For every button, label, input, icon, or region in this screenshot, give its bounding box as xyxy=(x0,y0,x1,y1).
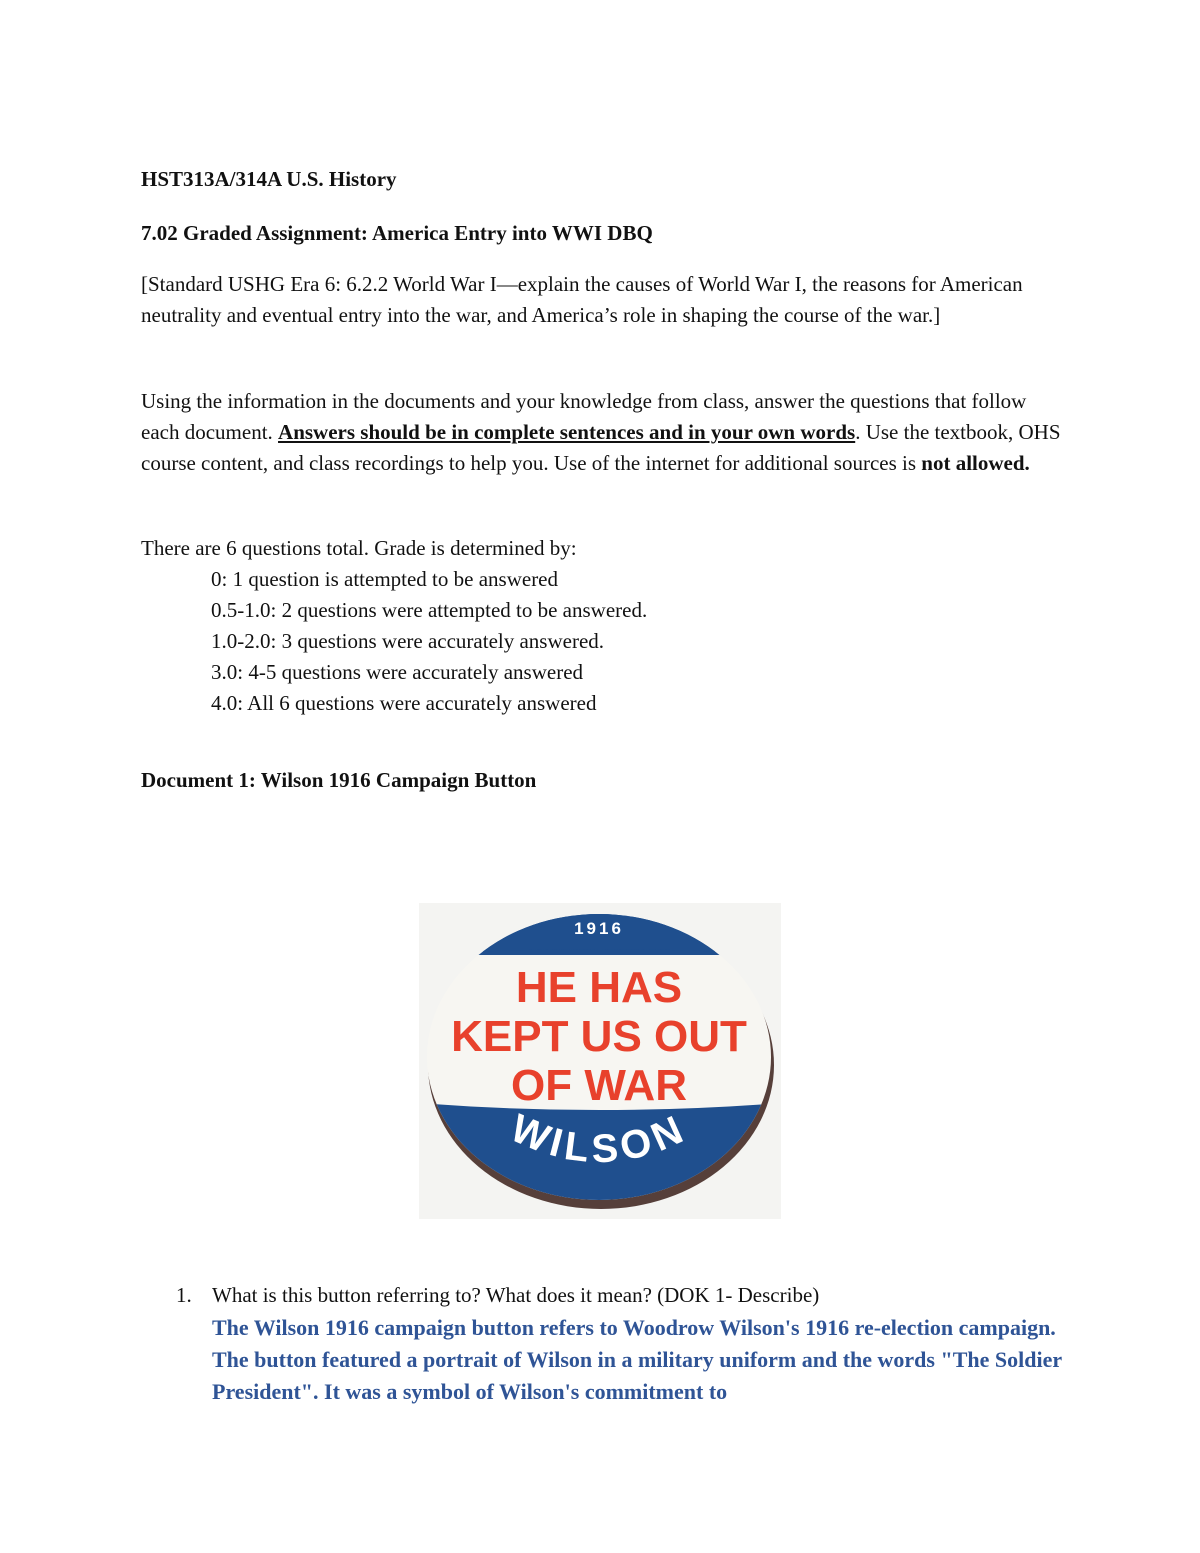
question-answer: The Wilson 1916 campaign button refers to Woodrow Wilson's 1916 re-election campaign. The button featured a portrait of Wilson in a military uniform and the words "The Soldier President". It was a symbol of Wilson's commitment to xyxy=(212,1315,1062,1404)
standard-paragraph: [Standard USHG Era 6: 6.2.2 World War I—explain the causes of World War I, the reasons for American neutrality and eventual entry into the war, and America’s role in shaping the course of the war.] xyxy=(141,272,1023,327)
question-text: What is this button referring to? What does it mean? (DOK 1- Describe) xyxy=(212,1283,820,1307)
assignment-title: 7.02 Graded Assignment: America Entry into WWI DBQ xyxy=(141,221,653,245)
button-line-2: KEPT US OUT xyxy=(451,1012,747,1061)
button-line-3: OF WAR xyxy=(511,1061,687,1110)
course-title: HST313A/314A U.S. History xyxy=(141,167,397,191)
question-number: 1. xyxy=(176,1283,192,1307)
grading-level: 3.0: 4-5 questions were accurately answered xyxy=(211,660,584,684)
grading-intro: There are 6 questions total. Grade is determined by: xyxy=(141,536,577,560)
grading-level: 1.0-2.0: 3 questions were accurately answered. xyxy=(211,629,605,653)
campaign-button-image xyxy=(419,903,781,1219)
campaign-button-graphic xyxy=(419,903,781,1219)
document-title: Document 1: Wilson 1916 Campaign Button xyxy=(141,768,537,792)
grading-level: 0: 1 question is attempted to be answered xyxy=(211,567,559,591)
button-line-1: HE HAS xyxy=(515,963,683,1012)
instructions-text-1: Using the information in the documents and your knowledge from class, answer the questions that follow each document. xyxy=(141,389,1027,444)
grading-list xyxy=(211,564,647,719)
instructions-emphasis: Answers should be in complete sentences and in your own words xyxy=(278,420,856,444)
grading-level: 0.5-1.0: 2 questions were attempted to be answered. xyxy=(211,598,648,622)
instructions-text-2: . Use the textbook, OHS course content, and class recordings to help you. Use of the internet for additional sources is xyxy=(141,420,1061,475)
instructions-paragraph xyxy=(141,386,1061,479)
grading-level: 4.0: All 6 questions were accurately answered xyxy=(211,691,597,715)
button-year: 1916 xyxy=(574,919,624,938)
button-name-path: WILSON xyxy=(504,1106,694,1172)
instructions-not-allowed: not allowed. xyxy=(921,451,1030,475)
